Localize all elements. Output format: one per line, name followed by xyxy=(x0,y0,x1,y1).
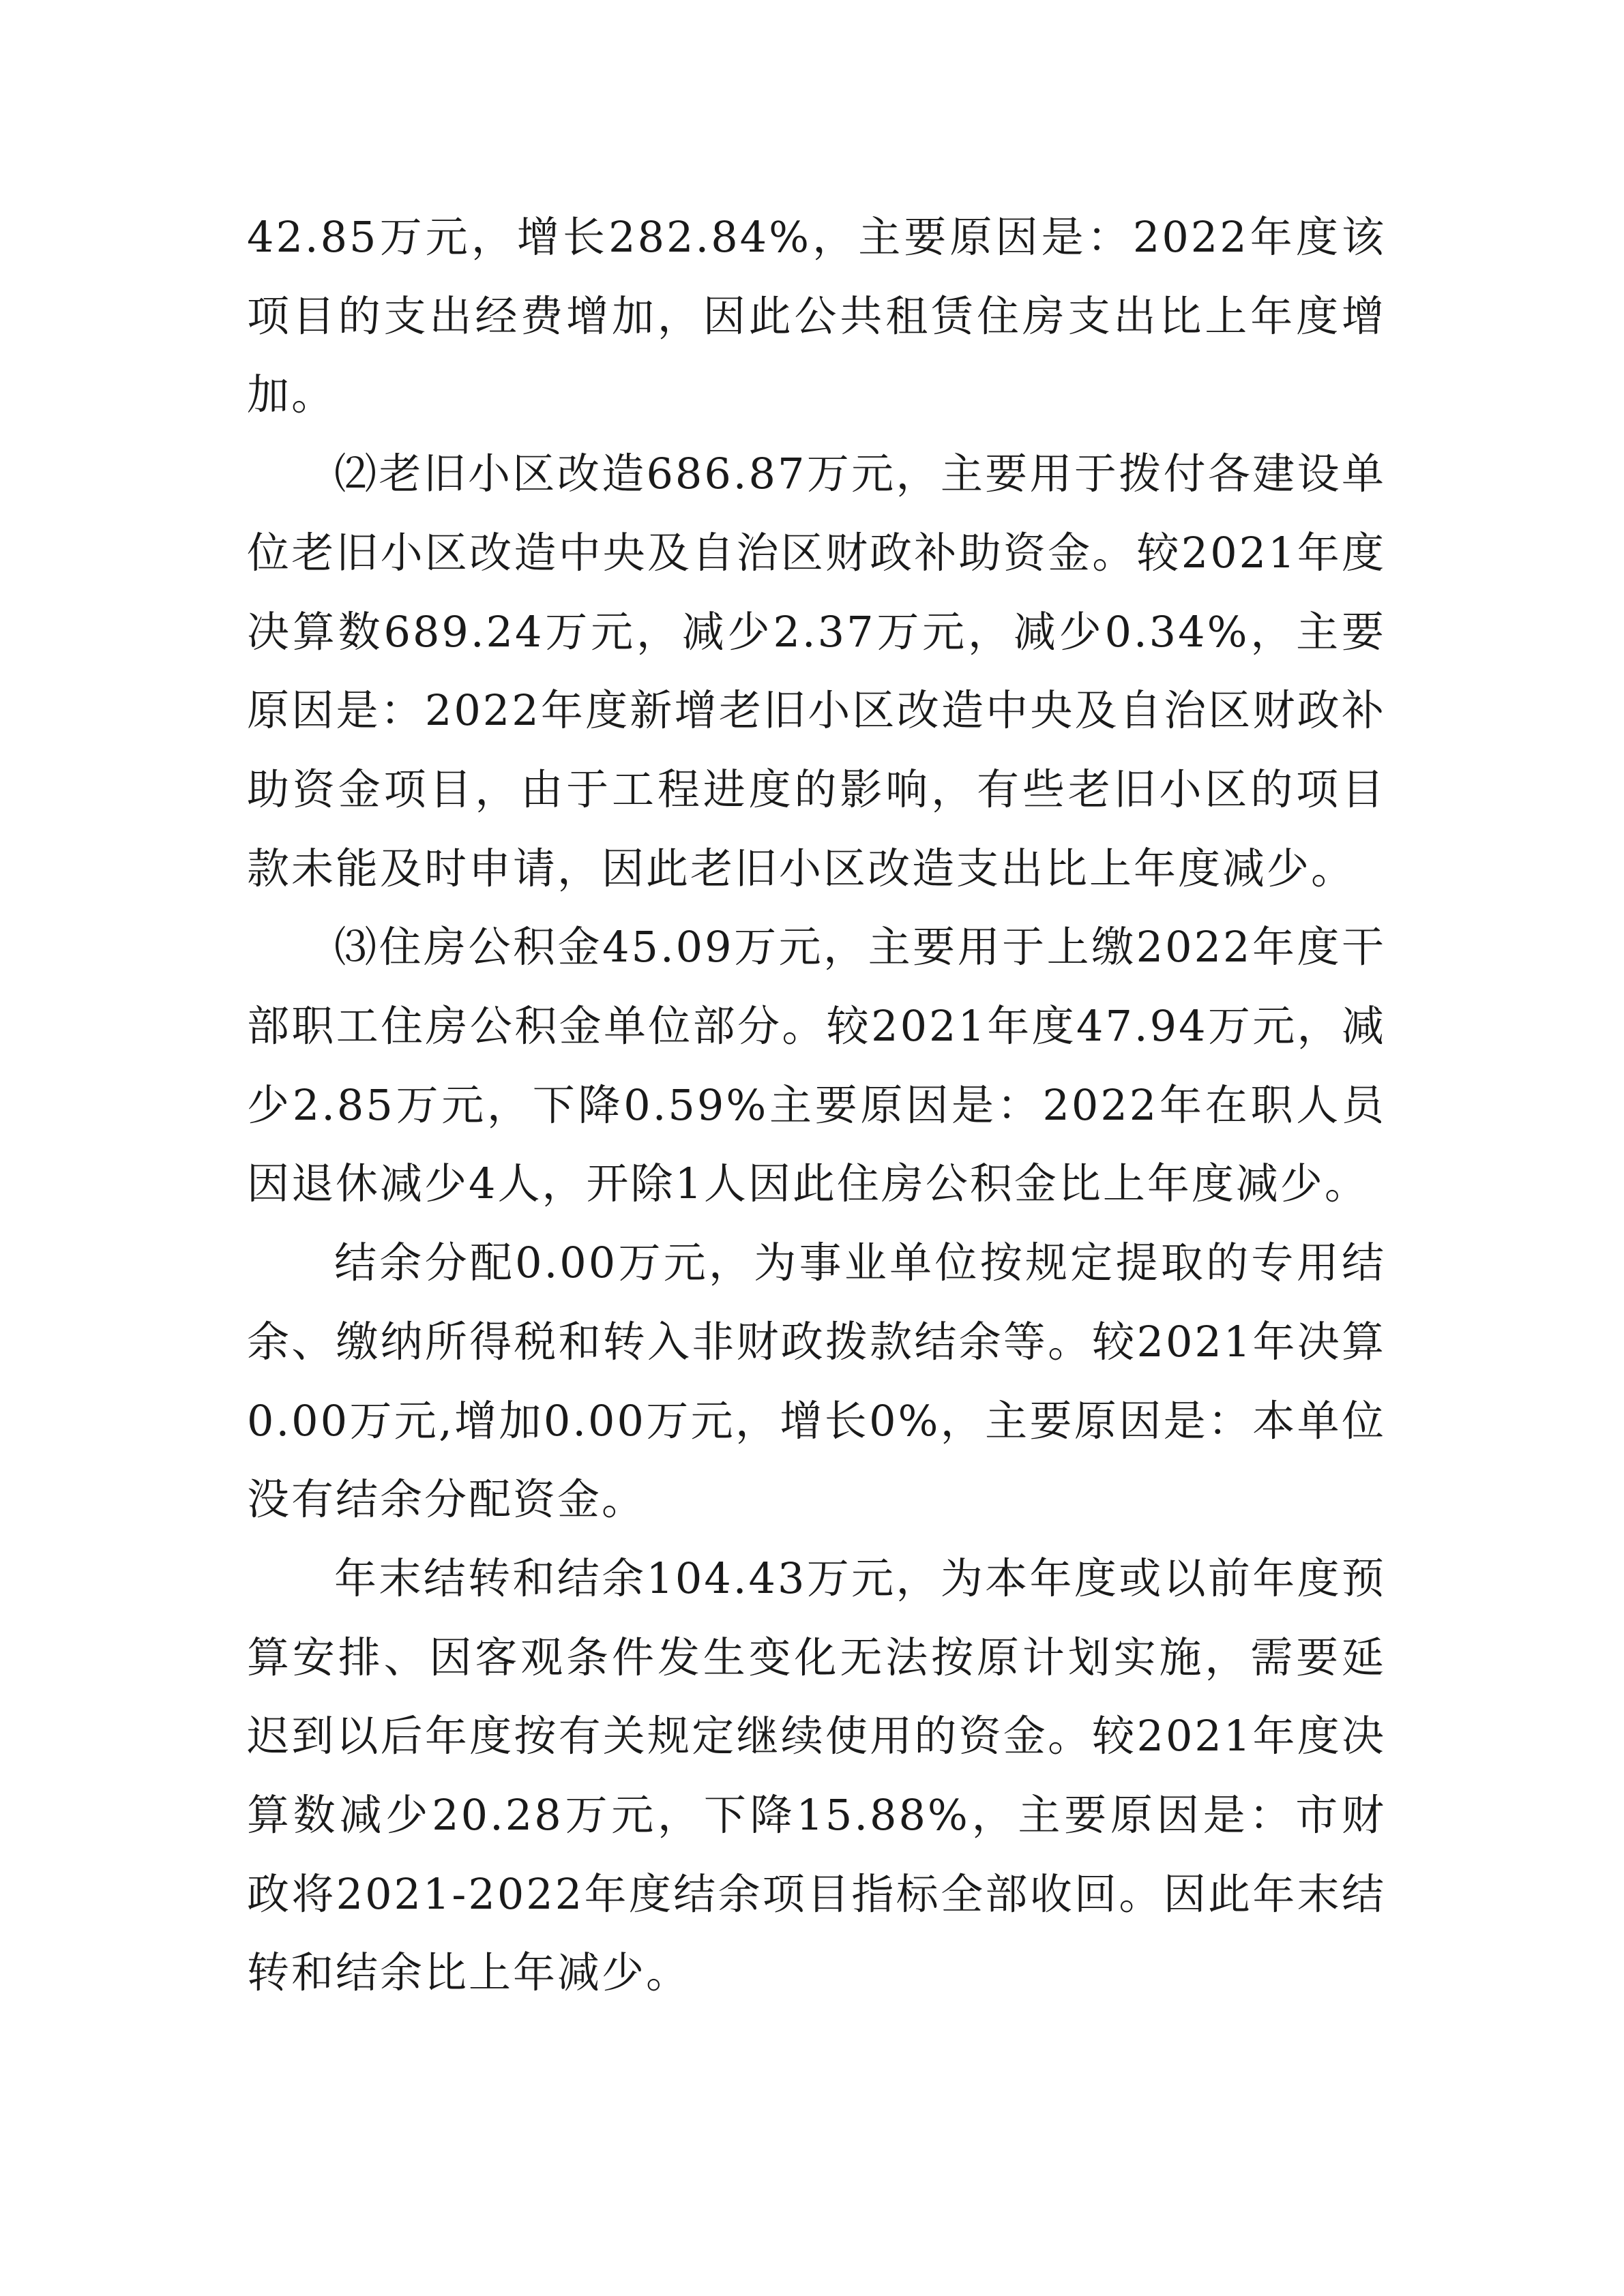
paragraph-old-community-renovation: ⑵老旧小区改造686.87万元，主要用于拨付各建设单位老旧小区改造中央及自治区财政补助资金。较2021年度决算数689.24万元，减少2.37万元，减少0.34%，主要原因是：2022年度新增老旧小区改造中央及自治区财政补助资金项目，由于工程进度的影响，有些老旧小区的项目款未能及时申请，因此老旧小区改造支出比上年度减少。 xyxy=(247,449,1386,893)
paragraph-year-end-carryover: 年末结转和结余104.43万元，为本年度或以前年度预算安排、因客观条件发生变化无法按原计划实施，需要延迟到以后年度按有关规定继续使用的资金。较2021年度决算数减少20.28万元，下降15.88%，主要原因是：市财政将2021-2022年度结余项目指标全部收回。因此年末结转和结余比上年减少。 xyxy=(247,1553,1386,1998)
paragraph-housing-rental-continuation: 42.85万元，增长282.84%，主要原因是：2022年度该项目的支出经费增加，因此公共租赁住房支出比上年度增加。 xyxy=(247,212,1386,420)
paragraph-surplus-distribution: 结余分配0.00万元，为事业单位按规定提取的专用结余、缴纳所得税和转入非财政拨款结余等。较2021年决算0.00万元,增加0.00万元，增长0%，主要原因是：本单位没有结余分配资金。 xyxy=(247,1238,1386,1525)
body-text xyxy=(247,198,1386,2012)
paragraph-housing-provident-fund: ⑶住房公积金45.09万元，主要用于上缴2022年度干部职工住房公积金单位部分。较2021年度47.94万元，减少2.85万元，下降0.59%主要原因是：2022年在职人员因退休减少4人，开除1人因此住房公积金比上年度减少。 xyxy=(247,922,1386,1209)
